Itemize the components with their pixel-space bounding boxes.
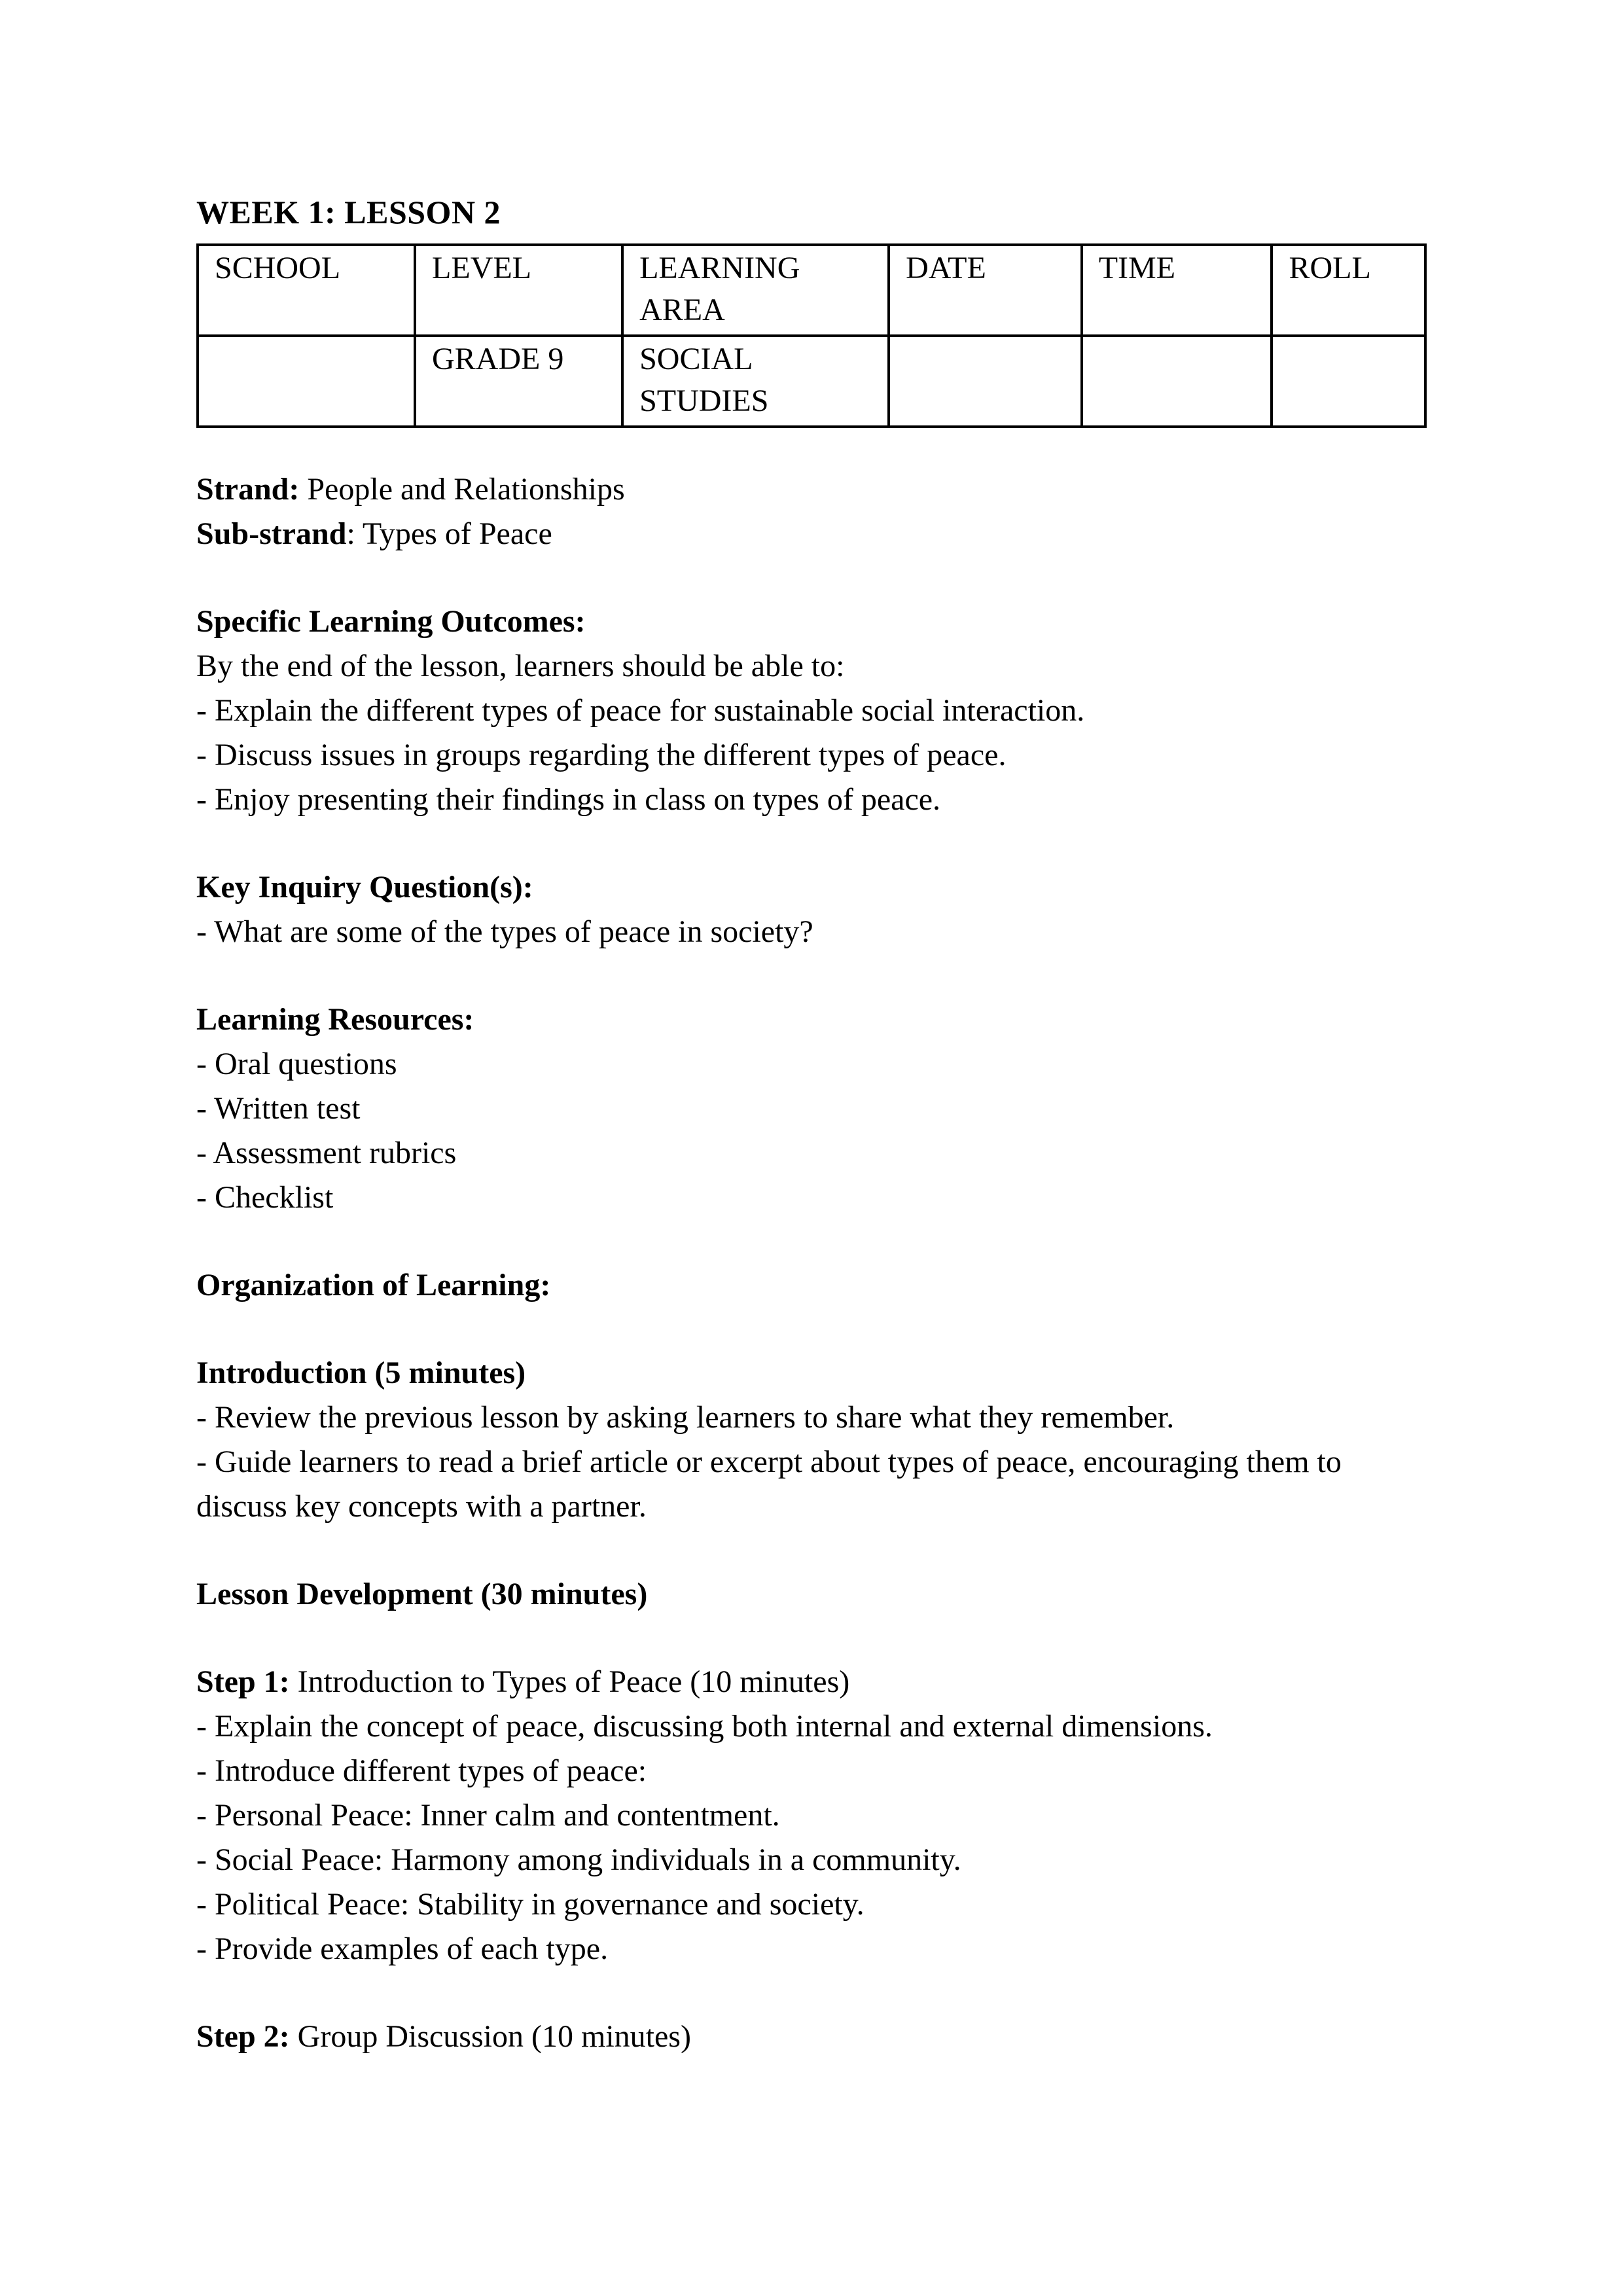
text-run: Group Discussion (10 minutes): [289, 2019, 691, 2054]
table-cell-level-value: GRADE 9: [415, 336, 622, 427]
text-run: - Discuss issues in groups regarding the different types of peace.: [196, 738, 1007, 772]
list-item: [196, 910, 1427, 954]
list-item: [196, 1704, 1427, 1749]
list-item: [196, 1440, 1427, 1484]
text-run: - Introduce different types of peace:: [196, 1753, 647, 1788]
text-run: - What are some of the types of peace in society?: [196, 914, 813, 949]
section-strand: [196, 467, 1427, 556]
bold-run: Organization of Learning:: [196, 1268, 551, 1302]
text-run: - Explain the concept of peace, discussing both internal and external dimensions.: [196, 1709, 1213, 1744]
list-item: [196, 1749, 1427, 1793]
table-cell-date-value: [889, 336, 1082, 427]
paragraph-line: [196, 467, 1427, 512]
list-item: [196, 1395, 1427, 1440]
list-item: [196, 1927, 1427, 1971]
list-item: [196, 1838, 1427, 1882]
text-run: discuss key concepts with a partner.: [196, 1489, 647, 1524]
text-run: - Explain the different types of peace for sustainable social interaction.: [196, 693, 1085, 728]
document-body: [196, 467, 1427, 2059]
table-cell-time-value: [1082, 336, 1272, 427]
table-cell-school-value: [198, 336, 415, 427]
section-lesson-development: [196, 1572, 1427, 1617]
section-specific-learning-outcomes: [196, 600, 1427, 822]
list-item-continuation: [196, 1484, 1427, 1529]
bold-run: Step 2:: [196, 2019, 290, 2054]
section-key-inquiry-questions: [196, 865, 1427, 954]
bold-run: Sub-strand: [196, 516, 347, 551]
section-organization-of-learning: [196, 1263, 1427, 1308]
list-item: [196, 689, 1427, 733]
section-heading: [196, 1263, 1427, 1308]
page-title: WEEK 1: LESSON 2: [196, 194, 501, 230]
text-run: - Social Peace: Harmony among individuals in a community.: [196, 1842, 961, 1877]
table-row: [198, 336, 1425, 427]
text-run: : Types of Peace: [346, 516, 552, 551]
bold-run: Step 1:: [196, 1664, 290, 1699]
section-introduction: [196, 1351, 1427, 1529]
text-run: By the end of the lesson, learners should be able to:: [196, 649, 845, 683]
text-run: - Oral questions: [196, 1047, 397, 1081]
text-run: - Provide examples of each type.: [196, 1931, 609, 1966]
bold-run: Strand:: [196, 472, 300, 507]
section-step-1: [196, 1660, 1427, 1971]
list-item: [196, 1086, 1427, 1131]
text-run: - Enjoy presenting their findings in class on types of peace.: [196, 782, 941, 817]
section-heading: [196, 865, 1427, 910]
text-run: - Personal Peace: Inner calm and contentment.: [196, 1798, 780, 1833]
list-item: [196, 778, 1427, 822]
table-header-row: [198, 245, 1425, 336]
table-header-cell-date: DATE: [889, 245, 1082, 336]
section-heading: [196, 1572, 1427, 1617]
text-run: - Written test: [196, 1091, 361, 1126]
table-header-cell-learning-area: LEARNING AREA: [622, 245, 889, 336]
list-item: [196, 1793, 1427, 1838]
bold-run: Learning Resources:: [196, 1002, 474, 1037]
bold-run: Key Inquiry Question(s):: [196, 870, 533, 905]
text-run: - Checklist: [196, 1180, 334, 1215]
list-item: [196, 1882, 1427, 1927]
section-heading: [196, 1660, 1427, 1704]
table-header-cell-school: SCHOOL: [198, 245, 415, 336]
bold-run: Specific Learning Outcomes:: [196, 604, 586, 639]
paragraph-line: [196, 512, 1427, 556]
text-run: - Guide learners to read a brief article or excerpt about types of peace, encouraging them to: [196, 1444, 1342, 1479]
table-cell-roll-value: [1272, 336, 1425, 427]
bold-run: Lesson Development (30 minutes): [196, 1577, 648, 1611]
table-cell-learning-area-value: SOCIAL STUDIES: [622, 336, 889, 427]
bold-run: Introduction (5 minutes): [196, 1355, 526, 1390]
lesson-info-table: [196, 243, 1427, 428]
table-header-cell-level: LEVEL: [415, 245, 622, 336]
text-run: People and Relationships: [299, 472, 625, 507]
table-header-cell-roll: ROLL: [1272, 245, 1425, 336]
text-run: - Assessment rubrics: [196, 1136, 457, 1170]
table-header-cell-time: TIME: [1082, 245, 1272, 336]
text-run: - Political Peace: Stability in governance and society.: [196, 1887, 865, 1922]
paragraph-line: [196, 644, 1427, 689]
section-learning-resources: [196, 997, 1427, 1220]
list-item: [196, 733, 1427, 778]
list-item: [196, 1131, 1427, 1175]
section-heading: [196, 1351, 1427, 1395]
section-heading: [196, 600, 1427, 644]
text-run: - Review the previous lesson by asking learners to share what they remember.: [196, 1400, 1175, 1435]
list-item: [196, 1042, 1427, 1086]
section-heading: [196, 997, 1427, 1042]
text-run: Introduction to Types of Peace (10 minutes): [289, 1664, 850, 1699]
section-step-2: [196, 2015, 1427, 2059]
list-item: [196, 1175, 1427, 1220]
section-heading: [196, 2015, 1427, 2059]
